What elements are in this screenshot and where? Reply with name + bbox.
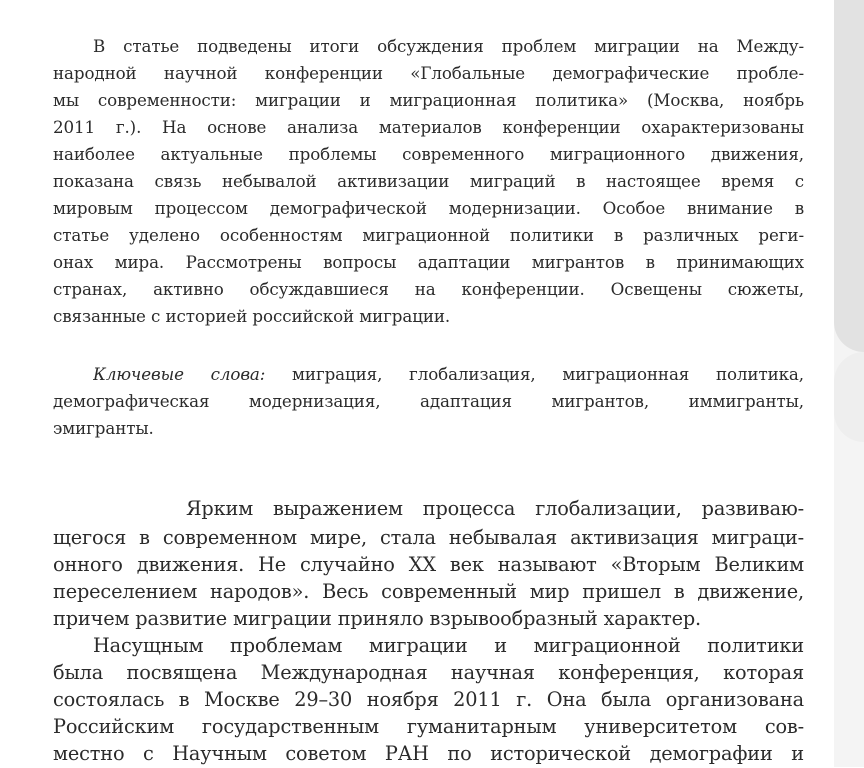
keywords-label: Ключевые слова: [93, 364, 266, 384]
abstract-line: статье уделено особенностям миграционной политики в различных реги- [53, 225, 804, 245]
keywords-line: демографическая модернизация, адаптация мигрантов, иммигранты, [53, 391, 804, 411]
body-line: причем развитие миграции приняло взрывообразный характер. [53, 607, 702, 630]
body-line: щегося в современном мире, стала небывалая активизация миграци- [53, 526, 804, 549]
abstract-line: мы современности: миграции и миграционная политика» (Москва, ноябрь [53, 90, 804, 110]
abstract-line: наиболее актуальные проблемы современного миграционного движения, [53, 144, 804, 164]
vertical-scrollbar[interactable] [834, 0, 864, 767]
abstract-line: мировым процессом демографической модернизации. Особое внимание в [53, 198, 804, 218]
keywords-text: миграция, глобализация, миграционная политика, [265, 364, 804, 384]
keywords-line [93, 361, 804, 388]
body-line: переселением народов». Весь современный мир пришел в движение, [53, 580, 804, 603]
scrollbar-edge [834, 352, 864, 442]
abstract-line: 2011 г.). На основе анализа материалов конференции охарактеризованы [53, 117, 804, 137]
abstract-line: народной научной конференции «Глобальные демографические пробле- [53, 63, 804, 83]
body-line: состоялась в Москве 29–30 ноября 2011 г. Она была организована [53, 688, 804, 711]
body-line: Российским государственным гуманитарным университетом сов- [53, 715, 804, 738]
keywords-line: эмигранты. [53, 418, 154, 438]
body-line: Насущным проблемам миграции и миграционной политики [93, 634, 804, 657]
body-line: Ярким выражением процесса глобализации, развиваю- [186, 497, 804, 520]
abstract-line: показана связь небывалой активизации миграций в настоящее время с [53, 171, 804, 191]
body-line: онного движения. Не случайно XX век называют «Вторым Великим [53, 553, 804, 576]
abstract-line: связанные с историей российской миграции. [53, 306, 451, 326]
body-line: местно с Научным советом РАН по исторической демографии и [53, 742, 804, 765]
abstract-line: странах, активно обсуждавшиеся на конференции. Освещены сюжеты, [53, 279, 804, 299]
scrollbar-thumb[interactable] [834, 0, 864, 352]
body-line: была посвящена Международная научная конференция, которая [53, 661, 804, 684]
abstract-line: В статье подведены итоги обсуждения проблем миграции на Между- [93, 36, 804, 56]
abstract-line: онах мира. Рассмотрены вопросы адаптации мигрантов в принимающих [53, 252, 804, 272]
